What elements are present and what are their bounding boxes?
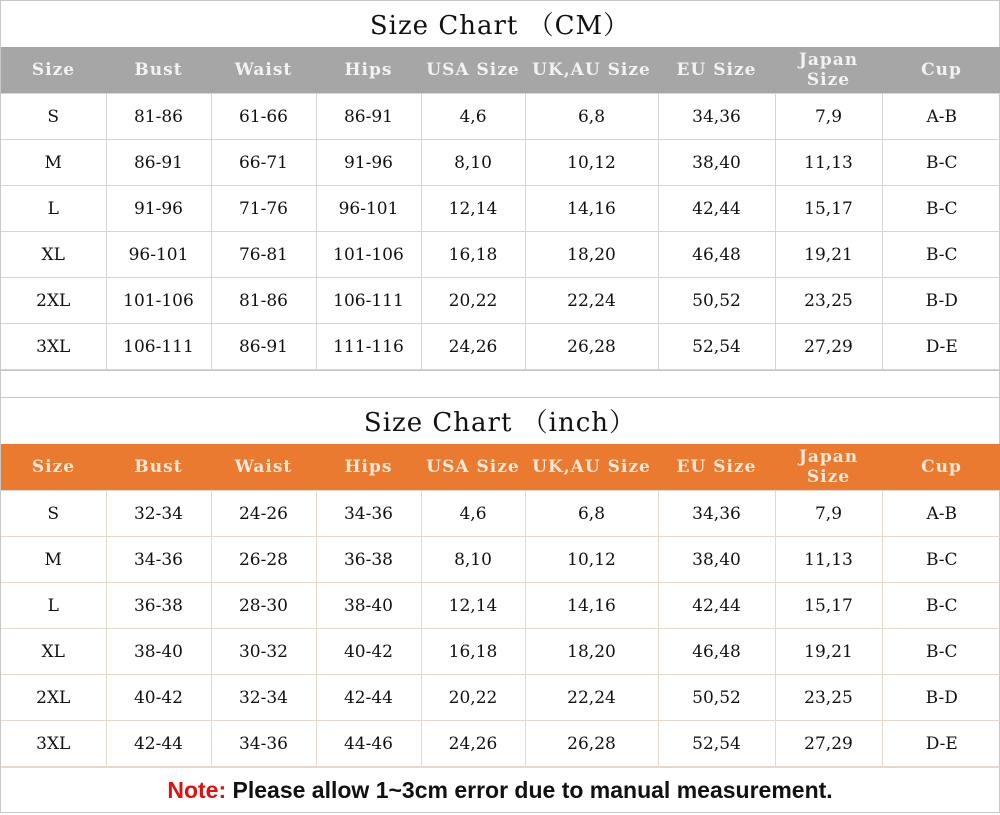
table-cell: 44-46: [316, 721, 421, 767]
table-cell: 14,16: [525, 186, 658, 232]
table-cell: 96-101: [106, 232, 211, 278]
column-header: Waist: [211, 444, 316, 491]
table-cell: 7,9: [775, 94, 882, 140]
table-cell: 96-101: [316, 186, 421, 232]
table-row: [1, 537, 1000, 583]
table-cell: 19,21: [775, 232, 882, 278]
table-cell: S: [1, 94, 106, 140]
table-cell: 32-34: [211, 675, 316, 721]
note-label: Note:: [167, 777, 227, 803]
column-header: Size: [1, 47, 106, 94]
table-cell: 11,13: [775, 140, 882, 186]
table-cell: 101-106: [316, 232, 421, 278]
table-cell: B-C: [882, 629, 1000, 675]
table-cell: 34-36: [106, 537, 211, 583]
table-cell: 6,8: [525, 491, 658, 537]
chart-title-inch: Size Chart （inch）: [1, 398, 999, 444]
table-cell: 66-71: [211, 140, 316, 186]
table-cell: 81-86: [211, 278, 316, 324]
table-cell: 12,14: [421, 186, 525, 232]
table-cell: 10,12: [525, 537, 658, 583]
column-header: Japan Size: [775, 444, 882, 491]
table-cell: A-B: [882, 94, 1000, 140]
column-header: USA Size: [421, 47, 525, 94]
size-table-inch: [1, 444, 1000, 767]
table-cell: 101-106: [106, 278, 211, 324]
table-cell: 76-81: [211, 232, 316, 278]
table-cell: 28-30: [211, 583, 316, 629]
note-text: Please allow 1~3cm error due to manual measurement.: [226, 777, 833, 803]
column-header: Bust: [106, 444, 211, 491]
table-cell: 27,29: [775, 721, 882, 767]
table-cell: 36-38: [106, 583, 211, 629]
table-row: [1, 629, 1000, 675]
column-header: Cup: [882, 47, 1000, 94]
table-cell: B-C: [882, 186, 1000, 232]
table-cell: 34-36: [211, 721, 316, 767]
table-cell: 52,54: [658, 721, 775, 767]
table-cell: B-C: [882, 140, 1000, 186]
column-header: UK,AU Size: [525, 47, 658, 94]
chart-title-cm: Size Chart （CM）: [1, 1, 999, 47]
table-cell: 16,18: [421, 629, 525, 675]
table-cell: 34-36: [316, 491, 421, 537]
table-cell: 40-42: [106, 675, 211, 721]
table-cell: XL: [1, 232, 106, 278]
table-cell: XL: [1, 629, 106, 675]
table-row: [1, 675, 1000, 721]
table-cell: 15,17: [775, 186, 882, 232]
table-cell: 42-44: [106, 721, 211, 767]
table-cell: M: [1, 140, 106, 186]
table-cell: 18,20: [525, 629, 658, 675]
table-cell: B-C: [882, 537, 1000, 583]
table-cell: 7,9: [775, 491, 882, 537]
table-cell: 86-91: [211, 324, 316, 370]
table-cell: 4,6: [421, 94, 525, 140]
table-cell: 11,13: [775, 537, 882, 583]
column-header: Hips: [316, 47, 421, 94]
table-row: [1, 94, 1000, 140]
table-cell: 23,25: [775, 278, 882, 324]
table-cell: 71-76: [211, 186, 316, 232]
table-cell: 24,26: [421, 324, 525, 370]
table-cell: 24,26: [421, 721, 525, 767]
table-cell: 12,14: [421, 583, 525, 629]
column-header: Bust: [106, 47, 211, 94]
column-header: EU Size: [658, 444, 775, 491]
table-cell: B-D: [882, 278, 1000, 324]
table-cell: A-B: [882, 491, 1000, 537]
column-header: Waist: [211, 47, 316, 94]
table-cell: 42-44: [316, 675, 421, 721]
table-cell: 20,22: [421, 278, 525, 324]
table-cell: 26,28: [525, 324, 658, 370]
table-cell: 86-91: [316, 94, 421, 140]
table-header-row: [1, 47, 1000, 94]
column-header: Size: [1, 444, 106, 491]
table-cell: S: [1, 491, 106, 537]
table-cell: 91-96: [316, 140, 421, 186]
table-row: [1, 583, 1000, 629]
table-cell: 23,25: [775, 675, 882, 721]
table-cell: 86-91: [106, 140, 211, 186]
table-cell: 32-34: [106, 491, 211, 537]
table-cell: 16,18: [421, 232, 525, 278]
table-row: [1, 324, 1000, 370]
table-cell: 8,10: [421, 140, 525, 186]
table-cell: 38-40: [106, 629, 211, 675]
table-cell: 22,24: [525, 278, 658, 324]
table-header-row: [1, 444, 1000, 491]
table-cell: 14,16: [525, 583, 658, 629]
table-cell: B-C: [882, 232, 1000, 278]
table-cell: 6,8: [525, 94, 658, 140]
table-cell: D-E: [882, 324, 1000, 370]
table-cell: 26,28: [525, 721, 658, 767]
table-cell: M: [1, 537, 106, 583]
column-header: USA Size: [421, 444, 525, 491]
table-cell: 91-96: [106, 186, 211, 232]
table-cell: B-C: [882, 583, 1000, 629]
column-header: Japan Size: [775, 47, 882, 94]
table-cell: 30-32: [211, 629, 316, 675]
size-chart-cm: [0, 0, 1000, 371]
table-cell: 2XL: [1, 675, 106, 721]
size-table-cm: [1, 47, 1000, 370]
table-cell: L: [1, 186, 106, 232]
table-cell: B-D: [882, 675, 1000, 721]
table-cell: 4,6: [421, 491, 525, 537]
table-cell: 42,44: [658, 583, 775, 629]
size-chart-inch: [0, 397, 1000, 813]
column-header: Cup: [882, 444, 1000, 491]
table-cell: 19,21: [775, 629, 882, 675]
measurement-note: [1, 767, 999, 812]
table-cell: 15,17: [775, 583, 882, 629]
table-cell: 2XL: [1, 278, 106, 324]
table-cell: 38,40: [658, 537, 775, 583]
table-cell: 38-40: [316, 583, 421, 629]
table-cell: 106-111: [316, 278, 421, 324]
table-row: [1, 232, 1000, 278]
table-row: [1, 278, 1000, 324]
table-cell: 46,48: [658, 232, 775, 278]
table-cell: 24-26: [211, 491, 316, 537]
column-header: Hips: [316, 444, 421, 491]
table-row: [1, 140, 1000, 186]
table-cell: 3XL: [1, 721, 106, 767]
table-cell: 111-116: [316, 324, 421, 370]
table-cell: 61-66: [211, 94, 316, 140]
table-cell: 18,20: [525, 232, 658, 278]
table-cell: 26-28: [211, 537, 316, 583]
table-cell: 34,36: [658, 491, 775, 537]
table-cell: 27,29: [775, 324, 882, 370]
table-cell: 40-42: [316, 629, 421, 675]
table-cell: D-E: [882, 721, 1000, 767]
table-cell: 10,12: [525, 140, 658, 186]
table-row: [1, 186, 1000, 232]
table-cell: 34,36: [658, 94, 775, 140]
table-cell: 50,52: [658, 278, 775, 324]
table-cell: 20,22: [421, 675, 525, 721]
table-cell: 46,48: [658, 629, 775, 675]
table-row: [1, 491, 1000, 537]
table-cell: L: [1, 583, 106, 629]
section-divider: [0, 369, 1000, 397]
table-cell: 42,44: [658, 186, 775, 232]
table-cell: 38,40: [658, 140, 775, 186]
column-header: UK,AU Size: [525, 444, 658, 491]
table-cell: 36-38: [316, 537, 421, 583]
table-cell: 81-86: [106, 94, 211, 140]
table-cell: 50,52: [658, 675, 775, 721]
table-cell: 52,54: [658, 324, 775, 370]
table-cell: 3XL: [1, 324, 106, 370]
table-row: [1, 721, 1000, 767]
table-cell: 22,24: [525, 675, 658, 721]
table-cell: 106-111: [106, 324, 211, 370]
column-header: EU Size: [658, 47, 775, 94]
table-cell: 8,10: [421, 537, 525, 583]
